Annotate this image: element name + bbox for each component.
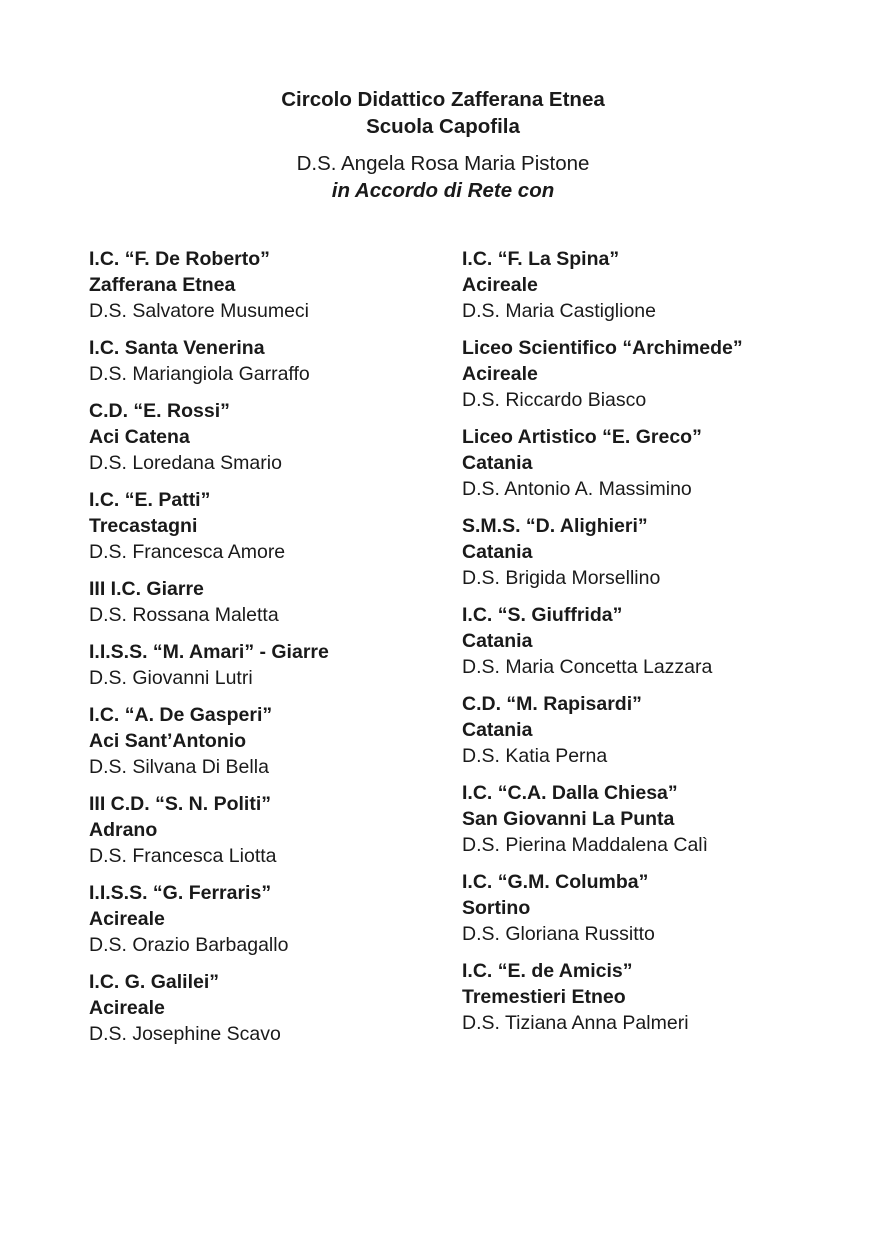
school-director: D.S. Orazio Barbagallo (89, 934, 289, 956)
school-name: I.C. “S. Giuffrida” (462, 604, 623, 626)
school-name: III I.C. Giarre (89, 578, 204, 600)
school-director: D.S. Antonio A. Massimino (462, 478, 692, 500)
document-header (0, 86, 886, 204)
school-entry (89, 487, 449, 565)
school-entry (89, 880, 449, 958)
school-director: D.S. Brigida Morsellino (462, 567, 661, 589)
school-director: D.S. Katia Perna (462, 745, 608, 767)
school-director: D.S. Francesca Amore (89, 541, 286, 563)
school-entry (462, 958, 862, 1036)
school-entry (89, 791, 449, 869)
school-entry (462, 780, 862, 858)
school-director: D.S. Loredana Smario (89, 452, 282, 474)
school-director: D.S. Maria Castiglione (462, 300, 656, 322)
school-name: I.C. “A. De Gasperi” (89, 704, 273, 726)
school-entry (89, 969, 449, 1047)
school-location: Adrano (89, 819, 158, 841)
school-name: I.C. Santa Venerina (89, 337, 265, 359)
school-entry (89, 246, 449, 324)
lead-school-role: Scuola Capofila (366, 115, 520, 138)
school-entry (462, 691, 862, 769)
school-director: D.S. Riccardo Biasco (462, 389, 647, 411)
school-entry (462, 602, 862, 680)
school-director: D.S. Rossana Maletta (89, 604, 279, 626)
school-director: D.S. Giovanni Lutri (89, 667, 253, 689)
school-director: D.S. Josephine Scavo (89, 1023, 281, 1045)
school-director: D.S. Silvana Di Bella (89, 756, 269, 778)
school-director: D.S. Tiziana Anna Palmeri (462, 1012, 689, 1034)
school-name: I.C. “E. Patti” (89, 489, 211, 511)
school-location: Acireale (89, 908, 165, 930)
school-director: D.S. Mariangiola Garraffo (89, 363, 310, 385)
school-name: I.C. “F. De Roberto” (89, 248, 270, 270)
school-name: C.D. “M. Rapisardi” (462, 693, 642, 715)
school-location: Catania (462, 452, 533, 474)
school-entry (89, 639, 449, 691)
school-location: Acireale (462, 363, 538, 385)
school-entry (89, 398, 449, 476)
school-location: Zafferana Etnea (89, 274, 236, 296)
school-name: I.C. “F. La Spina” (462, 248, 620, 270)
school-entry (462, 513, 862, 591)
school-director: D.S. Maria Concetta Lazzara (462, 656, 713, 678)
school-name: Liceo Scientifico “Archimede” (462, 337, 743, 359)
school-entry (462, 246, 862, 324)
school-entry (89, 335, 449, 387)
school-location: Acireale (462, 274, 538, 296)
school-name: Liceo Artistico “E. Greco” (462, 426, 702, 448)
right-school-column (462, 246, 862, 1047)
school-director: D.S. Pierina Maddalena Calì (462, 834, 709, 856)
school-name: I.C. “E. de Amicis” (462, 960, 633, 982)
school-location: San Giovanni La Punta (462, 808, 675, 830)
school-location: Trecastagni (89, 515, 198, 537)
school-name: I.I.S.S. “M. Amari” - Giarre (89, 641, 329, 663)
school-name: C.D. “E. Rossi” (89, 400, 230, 422)
school-name: III C.D. “S. N. Politi” (89, 793, 272, 815)
school-entry (89, 576, 449, 628)
network-agreement-label: in Accordo di Rete con (331, 179, 555, 202)
lead-school-name: Circolo Didattico Zafferana Etnea (281, 88, 605, 111)
school-location: Catania (462, 541, 533, 563)
school-director: D.S. Francesca Liotta (89, 845, 277, 867)
school-director: D.S. Gloriana Russitto (462, 923, 655, 945)
school-name: I.C. “G.M. Columba” (462, 871, 649, 893)
school-name: S.M.S. “D. Alighieri” (462, 515, 648, 537)
school-name: I.C. G. Galilei” (89, 971, 220, 993)
school-entry (462, 335, 862, 413)
school-location: Aci Sant’Antonio (89, 730, 247, 752)
lead-school-director: D.S. Angela Rosa Maria Pistone (296, 152, 590, 175)
school-location: Acireale (89, 997, 165, 1019)
school-location: Tremestieri Etneo (462, 986, 626, 1008)
school-name: I.C. “C.A. Dalla Chiesa” (462, 782, 678, 804)
school-entry (89, 702, 449, 780)
school-entry (462, 869, 862, 947)
school-location: Sortino (462, 897, 531, 919)
left-school-column (89, 246, 449, 1058)
school-entry (462, 424, 862, 502)
school-director: D.S. Salvatore Musumeci (89, 300, 309, 322)
school-location: Catania (462, 719, 533, 741)
school-name: I.I.S.S. “G. Ferraris” (89, 882, 272, 904)
school-location: Catania (462, 630, 533, 652)
school-location: Aci Catena (89, 426, 190, 448)
